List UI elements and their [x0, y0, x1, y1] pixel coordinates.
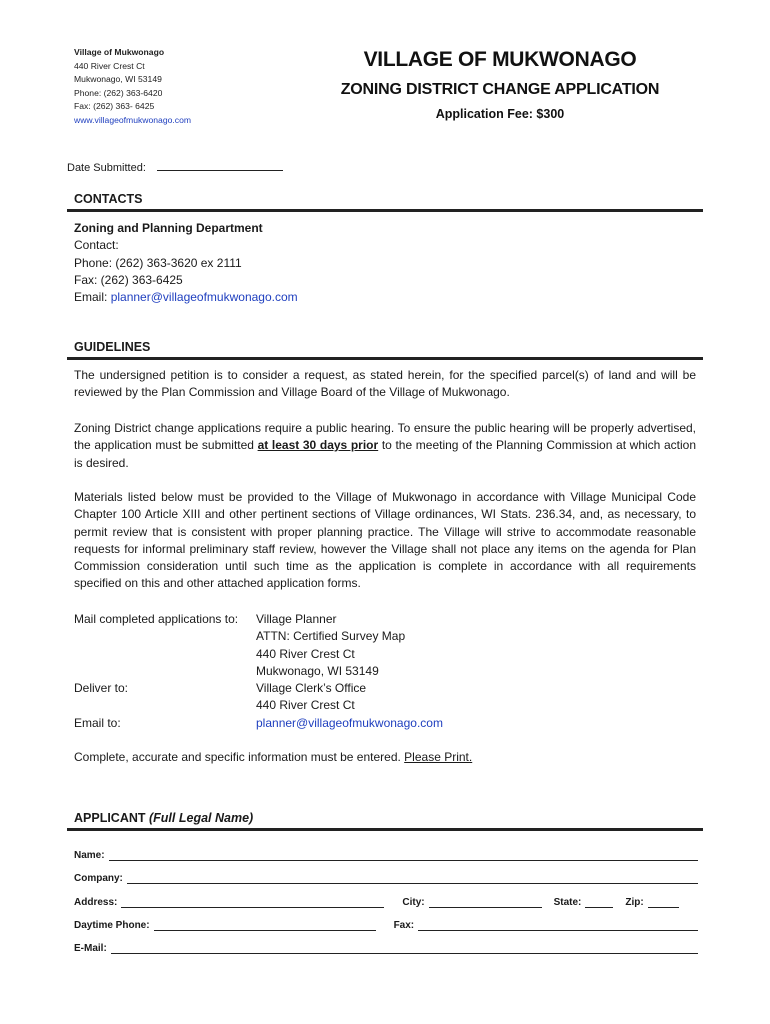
- state-field[interactable]: [585, 896, 613, 908]
- guidelines-paragraph-1: The undersigned petition is to consider a request, as stated herein, for the specified parcel(s) of land and will be reviewed by the Plan Commission and Village Board of the Village of Mukwonago.: [74, 368, 696, 400]
- name-field[interactable]: [109, 849, 698, 861]
- contacts-heading: CONTACTS: [67, 192, 703, 212]
- please-print-emphasis: Please Print.: [404, 750, 473, 764]
- address-line: 440 River Crest Ct: [74, 60, 145, 71]
- city-field[interactable]: [429, 896, 542, 908]
- contact-email-row: [74, 289, 696, 306]
- title-block: [310, 48, 690, 121]
- company-label: Company:: [74, 873, 123, 884]
- guidelines-paragraph-2: [74, 420, 696, 472]
- deliver-line: 440 River Crest Ct: [256, 698, 355, 713]
- email-to-link[interactable]: planner@villageofmukwonago.com: [256, 715, 443, 730]
- mail-label: Mail completed applications to:: [74, 612, 239, 626]
- zip-field[interactable]: [648, 896, 679, 908]
- deliver-label: Deliver to:: [74, 681, 129, 696]
- page-title: VILLAGE OF MUKWONAGO: [363, 48, 637, 71]
- fax-label: Fax:: [393, 920, 415, 931]
- page-subtitle: ZONING DISTRICT CHANGE APPLICATION: [340, 81, 660, 98]
- contacts-body: [74, 220, 696, 306]
- email-to-label: Email to:: [74, 715, 121, 730]
- applicant-heading-text: APPLICANT: [74, 811, 149, 825]
- fax-line: Fax: (262) 363- 6425: [74, 101, 155, 112]
- date-submitted-row: [67, 159, 283, 174]
- mail-address: [256, 611, 405, 680]
- contact-fax: Fax: (262) 363-6425: [74, 272, 183, 287]
- deliver-line: Village Clerk’s Office: [256, 681, 367, 696]
- email-label: E-Mail:: [74, 943, 107, 954]
- city-line: Mukwonago, WI 53149: [74, 74, 162, 85]
- daytime-phone-label: Daytime Phone:: [74, 920, 150, 931]
- website-link[interactable]: www.villageofmukwonago.com: [74, 114, 192, 125]
- contact-email-link[interactable]: planner@villageofmukwonago.com: [110, 290, 298, 305]
- org-name: Village of Mukwonago: [74, 47, 165, 57]
- contact-phone: Phone: (262) 363-3620 ex 2111: [74, 255, 242, 270]
- p2-deadline-emphasis: at least 30 days prior: [257, 438, 379, 453]
- company-field[interactable]: [127, 872, 698, 884]
- state-label: State:: [553, 897, 582, 908]
- applicant-heading: [67, 811, 703, 831]
- application-fee: Application Fee: $300: [435, 107, 565, 121]
- p2-text-after: to the meeting of the Planning Commission at which action is desired.: [74, 438, 697, 470]
- address-field[interactable]: [121, 896, 384, 908]
- submission-instructions: [74, 611, 443, 732]
- address-label: Address:: [74, 897, 118, 908]
- contact-label: Contact:: [74, 238, 119, 253]
- guidelines-paragraph-3: Materials listed below must be provided to the Village of Mukwonago in accordance with Village Municipal Code Chapter 100 Article XIII and other pertinent sections of Village ordinances, WI Stats. 236.34, and, as necessary, to permit review that is consistent with proper planning practice. The Village will strive to accommodate reasonable requests for informal preliminary staff review, however the Village shall not place any items on the agenda for Plan Commission consideration until such time as the application is complete in accordance with all requirements specified on this and other attached application forms.: [74, 490, 696, 591]
- name-row: [74, 849, 698, 861]
- mail-line: Village Planner: [256, 612, 337, 626]
- mail-line: Mukwonago, WI 53149: [256, 663, 379, 678]
- guidelines-heading: GUIDELINES: [67, 340, 703, 360]
- print-instruction: [74, 749, 696, 766]
- print-instruction-text: Complete, accurate and specific information must be entered.: [74, 750, 405, 764]
- phone-line: Phone: (262) 363-6420: [74, 87, 163, 98]
- contact-email-label: Email:: [74, 290, 111, 305]
- company-row: [74, 872, 698, 884]
- mail-line: ATTN: Certified Survey Map: [256, 629, 406, 644]
- applicant-heading-note: (Full Legal Name): [149, 811, 254, 825]
- email-row: [74, 942, 698, 954]
- fax-field[interactable]: [418, 919, 698, 931]
- address-row: [74, 896, 698, 908]
- name-label: Name:: [74, 850, 105, 861]
- deliver-address: [256, 680, 366, 715]
- date-submitted-field[interactable]: [157, 159, 283, 171]
- department-name: Zoning and Planning Department: [74, 221, 263, 235]
- phone-fax-row: [74, 919, 698, 931]
- mail-line: 440 River Crest Ct: [256, 646, 355, 661]
- email-field[interactable]: [111, 942, 698, 954]
- daytime-phone-field[interactable]: [154, 919, 376, 931]
- p2-text-before: Zoning District change applications require a public hearing. To ensure the public hearing will be properly advertised, the application must be submitted: [74, 421, 696, 453]
- date-submitted-label: Date Submitted:: [67, 162, 146, 174]
- village-address-block: [74, 46, 191, 128]
- zip-label: Zip:: [625, 897, 644, 908]
- city-label: City:: [402, 897, 425, 908]
